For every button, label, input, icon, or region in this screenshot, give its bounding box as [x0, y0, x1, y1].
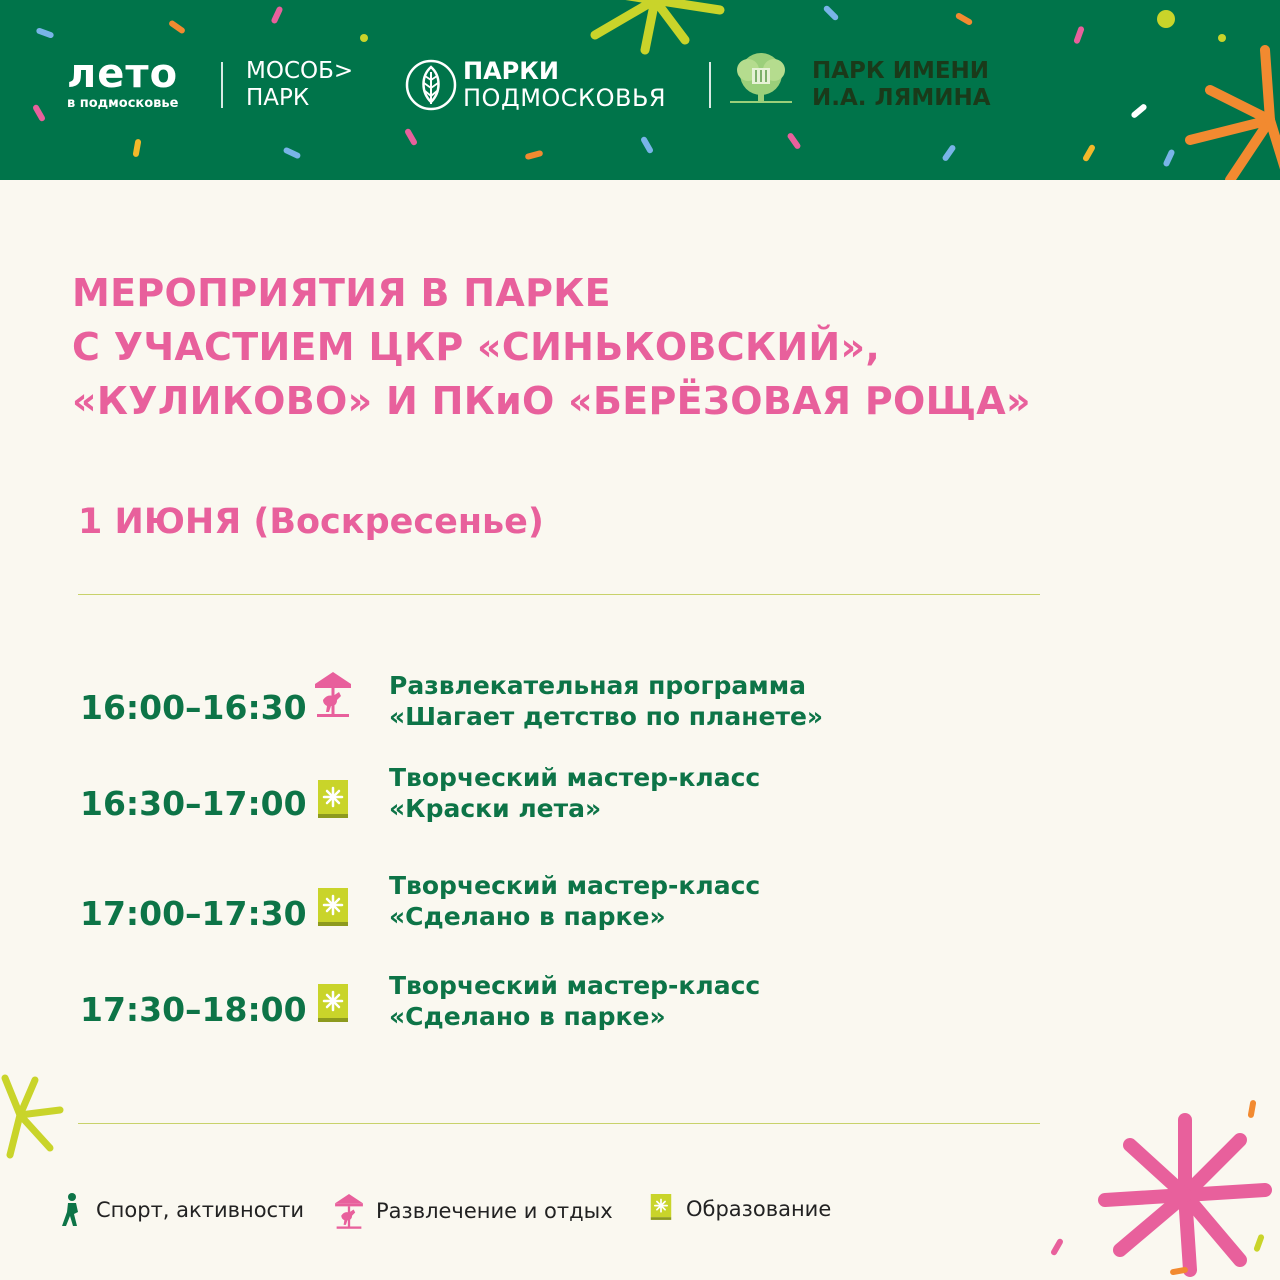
mosobpark-logo — [246, 58, 353, 112]
confetti-decoration — [1157, 10, 1175, 28]
confetti-decoration — [525, 150, 544, 160]
title-line: МЕРОПРИЯТИЯ В ПАРКЕ — [72, 271, 611, 315]
starburst-decoration — [1090, 1110, 1280, 1280]
lyamin-park-logo — [812, 58, 991, 112]
divider — [78, 594, 1040, 595]
book-icon — [311, 886, 355, 934]
mosobpark-logo-line2: ПАРК — [246, 85, 310, 111]
event-title-line2: «Сделано в парке» — [389, 902, 666, 931]
event-title — [389, 670, 823, 732]
event-title-line2: «Шагает детство по планете» — [389, 702, 824, 731]
header-banner — [0, 0, 1280, 180]
parki-logo-line1: ПАРКИ — [463, 57, 559, 85]
confetti-decoration — [270, 6, 283, 25]
lyamin-logo-line1: ПАРК ИМЕНИ — [812, 58, 990, 84]
event-time: 17:30–18:00 — [80, 990, 307, 1029]
parki-podmoskovya-logo — [463, 58, 666, 112]
event-title-line1: Творческий мастер-класс — [389, 971, 761, 1000]
book-icon — [646, 1192, 676, 1226]
event-title-line1: Развлекательная программа — [389, 671, 807, 700]
confetti-decoration — [1073, 26, 1085, 45]
event-time: 16:30–17:00 — [80, 784, 307, 823]
event-title-line2: «Сделано в парке» — [389, 1002, 666, 1031]
confetti-decoration — [955, 12, 974, 26]
event-title-line1: Творческий мастер-класс — [389, 763, 761, 792]
confetti-decoration — [941, 144, 956, 162]
confetti-decoration — [1082, 144, 1096, 163]
title-line: С УЧАСТИЕМ ЦКР «СИНЬКОВСКИЙ», — [72, 325, 881, 369]
event-time: 16:00–16:30 — [80, 688, 307, 727]
event-time: 17:00–17:30 — [80, 894, 307, 933]
logo-separator — [221, 62, 223, 108]
event-title-line2: «Краски лета» — [389, 794, 602, 823]
legend-item-entertainment — [332, 1192, 613, 1230]
parki-logo-line2: ПОДМОСКОВЬЯ — [463, 84, 667, 112]
confetti-decoration — [1162, 149, 1175, 168]
confetti-decoration — [168, 19, 186, 34]
event-title — [389, 870, 760, 932]
legend-item-education — [646, 1192, 831, 1226]
confetti-decoration — [132, 139, 141, 158]
legend-item-sport — [62, 1192, 304, 1228]
leaf-logo-icon — [404, 58, 458, 112]
leto-logo — [67, 51, 179, 111]
confetti-decoration — [640, 136, 654, 155]
divider — [78, 1123, 1040, 1124]
sport-icon — [62, 1192, 86, 1228]
logo-separator — [709, 62, 711, 108]
lyamin-logo-line2: И.А. ЛЯМИНА — [812, 85, 991, 111]
confetti-decoration — [32, 104, 46, 123]
confetti-decoration — [404, 128, 418, 147]
confetti-decoration — [786, 132, 801, 150]
confetti-decoration — [1050, 1238, 1064, 1257]
event-title — [389, 970, 760, 1032]
confetti-decoration — [36, 27, 55, 39]
legend-label: Развлечение и отдых — [376, 1199, 613, 1223]
tree-logo-icon — [728, 50, 794, 108]
book-icon — [311, 982, 355, 1030]
carousel-icon — [332, 1192, 366, 1230]
legend-label: Образование — [686, 1197, 832, 1221]
starburst-decoration — [1180, 40, 1280, 180]
book-icon — [311, 778, 355, 826]
event-title — [389, 762, 760, 824]
leto-logo-sub: в подмосковье — [67, 96, 179, 111]
leto-logo-main: лето — [67, 51, 179, 97]
confetti-decoration — [823, 5, 840, 22]
page-title — [72, 266, 1031, 428]
confetti-decoration — [283, 146, 302, 159]
legend-label: Спорт, активности — [96, 1198, 304, 1222]
title-line: «КУЛИКОВО» И ПКиО «БЕРЁЗОВАЯ РОЩА» — [72, 379, 1031, 423]
event-title-line1: Творческий мастер-класс — [389, 871, 761, 900]
confetti-decoration — [1130, 103, 1148, 119]
event-date: 1 ИЮНЯ (Воскресенье) — [78, 502, 544, 542]
starburst-decoration — [0, 1070, 70, 1160]
confetti-decoration — [360, 34, 368, 42]
mosobpark-logo-line1: МОСОБ> — [246, 58, 354, 84]
carousel-icon — [311, 670, 355, 718]
